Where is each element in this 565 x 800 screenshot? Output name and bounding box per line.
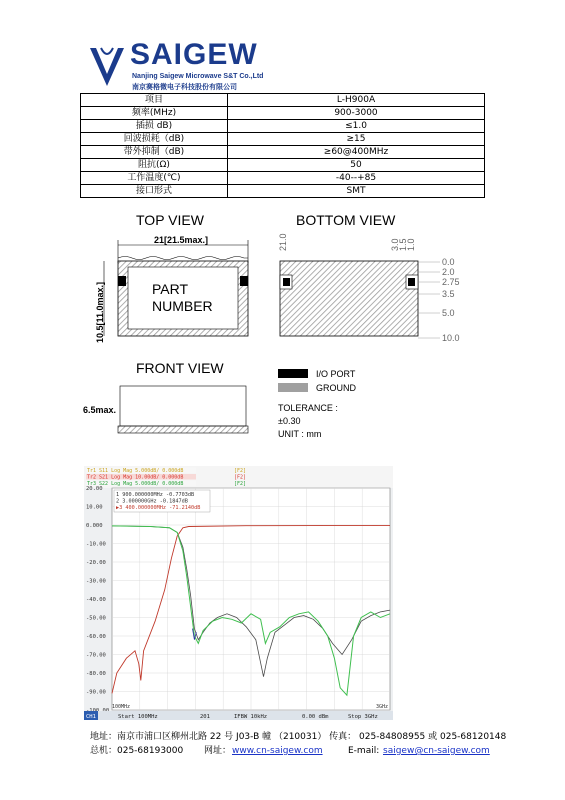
top-view-title: TOP VIEW <box>136 212 204 228</box>
marker-readout: 2 3.000000GHz -0.1847dB <box>116 498 188 505</box>
spec-label: 带外抑制（dB) <box>81 146 228 159</box>
bottom-dim-right: 3.5 <box>442 289 455 299</box>
spec-value: SMT <box>228 185 485 198</box>
spec-row <box>81 172 485 185</box>
email-label: E-mail: <box>348 746 380 756</box>
address-line: 地址：南京市浦口区柳州北路 22 号 J03-B 幢 （210031） 传真： 025-84808955 或 025-68120148 <box>90 732 507 742</box>
spec-row <box>81 185 485 198</box>
bottom-dim-right: 10.0 <box>442 333 460 343</box>
trace-tag: [F2] <box>234 474 247 481</box>
trace-tag: [F2] <box>234 481 247 487</box>
top-io-port-right <box>240 276 248 286</box>
front-view-body <box>120 386 246 426</box>
spec-value: ≥60@400MHz <box>228 146 485 159</box>
mechanical-drawing <box>80 205 480 445</box>
spec-row <box>81 120 485 133</box>
bottom-dim-right: 0.0 <box>442 257 455 267</box>
bottom-view-body <box>280 261 418 336</box>
top-io-port-left <box>118 276 126 286</box>
contact-footer <box>90 730 506 758</box>
saigew-logo-icon <box>88 44 126 90</box>
logo-name-en: Nanjing Saigew Microwave S&T Co.,Ltd <box>132 73 264 80</box>
y-tick-label: -60.00 <box>86 634 106 640</box>
y-tick-label: 20.00 <box>86 486 103 492</box>
bottom-dim-top: 1.0 <box>406 238 416 251</box>
x-axis-stop: 3GHz <box>376 704 389 710</box>
spec-value: 900-3000 <box>228 107 485 120</box>
y-tick-label: -10.00 <box>86 541 106 548</box>
legend-ground-swatch <box>278 383 308 392</box>
legend-io-label: I/O PORT <box>316 369 356 379</box>
bottom-view-title: BOTTOM VIEW <box>296 212 396 228</box>
email-link[interactable]: saigew@cn-saigew.com <box>383 746 490 756</box>
y-tick-label: -70.00 <box>86 652 106 659</box>
spec-table <box>80 93 485 198</box>
tolerance-label: TOLERANCE : <box>278 403 338 413</box>
y-tick-label: 10.00 <box>86 504 103 511</box>
spec-row <box>81 94 485 107</box>
spec-label: 阻抗(Ω) <box>81 159 228 172</box>
bottom-dim-top: 3.0 <box>390 238 400 251</box>
spec-label: 接口形式 <box>81 185 228 198</box>
trace-label: Tr3 S22 Log Mag 5.000dB/ 0.000dB <box>87 481 184 487</box>
network-analyzer-screenshot <box>84 466 393 720</box>
website-label: 网址： <box>204 746 232 756</box>
bottom-io-port-right <box>408 278 415 286</box>
tolerance-value: ±0.30 <box>278 416 301 426</box>
website-link[interactable]: www.cn-saigew.com <box>232 746 323 756</box>
spec-label: 频率(MHz) <box>81 107 228 120</box>
unit-label: UNIT : mm <box>278 429 322 439</box>
front-view-base <box>118 426 248 433</box>
part-label-line1: PART <box>152 281 189 297</box>
bottom-dim-left: 21.0 <box>278 233 288 251</box>
spec-row <box>81 146 485 159</box>
y-tick-label: -40.00 <box>86 597 106 603</box>
status-field: CH1 <box>86 714 96 720</box>
spec-row <box>81 159 485 172</box>
spec-value: 50 <box>228 159 485 172</box>
bottom-dim-right: 2.0 <box>442 267 455 277</box>
status-field: 0.00 dBm <box>302 714 329 720</box>
marker-readout: 1 900.000000MHz -0.7703dB <box>116 492 195 498</box>
legend-ground-label: GROUND <box>316 383 356 393</box>
spec-row <box>81 133 485 146</box>
spec-label: 回波损耗（dB) <box>81 133 228 146</box>
top-height-dim: 10.5[11.0max.] <box>95 281 105 343</box>
y-tick-label: -80.00 <box>86 671 106 677</box>
switchboard: 总机：025-68193000 <box>90 746 184 756</box>
spec-value: -40--+85 <box>228 172 485 185</box>
part-label-line2: NUMBER <box>152 298 213 314</box>
marker-readout: ▶3 400.000000MHz -71.2140dB <box>116 505 201 511</box>
y-tick-label: 0.000 <box>86 523 103 529</box>
spec-value: L-H900A <box>228 94 485 107</box>
company-logo <box>88 40 338 98</box>
spec-label: 插损 dB) <box>81 120 228 133</box>
top-width-dim: 21[21.5max.] <box>154 235 209 245</box>
bottom-dim-right: 5.0 <box>442 308 455 318</box>
contact-line <box>90 744 506 758</box>
trace-label: Tr1 S11 Log Mag 5.000dB/ 0.000dB <box>87 468 184 474</box>
spec-value: ≥15 <box>228 133 485 146</box>
x-axis-start: 100MHz <box>112 704 131 710</box>
trace-tag: [F2] <box>234 468 247 474</box>
y-tick-label: -20.00 <box>86 560 106 566</box>
y-tick-label: -50.00 <box>86 615 106 622</box>
trace-label: Tr2 S21 Log Mag 10.00dB/ 0.000dB <box>87 474 184 481</box>
bottom-dim-right: 2.75 <box>442 277 460 287</box>
status-field: 201 <box>200 714 210 720</box>
front-height-dim: 6.5max. <box>83 405 117 415</box>
logo-name: SAIGEW <box>130 38 258 71</box>
spec-row <box>81 107 485 120</box>
y-tick-label: -90.00 <box>86 689 106 696</box>
status-field: Stop 3GHz <box>348 714 378 720</box>
bottom-io-port-left <box>283 278 290 286</box>
front-view-title: FRONT VIEW <box>136 360 224 376</box>
spec-label: 工作温度(℃) <box>81 172 228 185</box>
y-tick-label: -30.00 <box>86 578 106 585</box>
status-field: Start 100MHz <box>118 714 158 720</box>
legend-io-swatch <box>278 369 308 378</box>
spec-label: 项目 <box>81 94 228 107</box>
status-field: IFBW 10kHz <box>234 714 268 720</box>
logo-name-cn: 南京赛格微电子科技股份有限公司 <box>132 83 237 91</box>
spec-value: ≤1.0 <box>228 120 485 133</box>
bottom-dim-top: 1.5 <box>398 238 408 251</box>
